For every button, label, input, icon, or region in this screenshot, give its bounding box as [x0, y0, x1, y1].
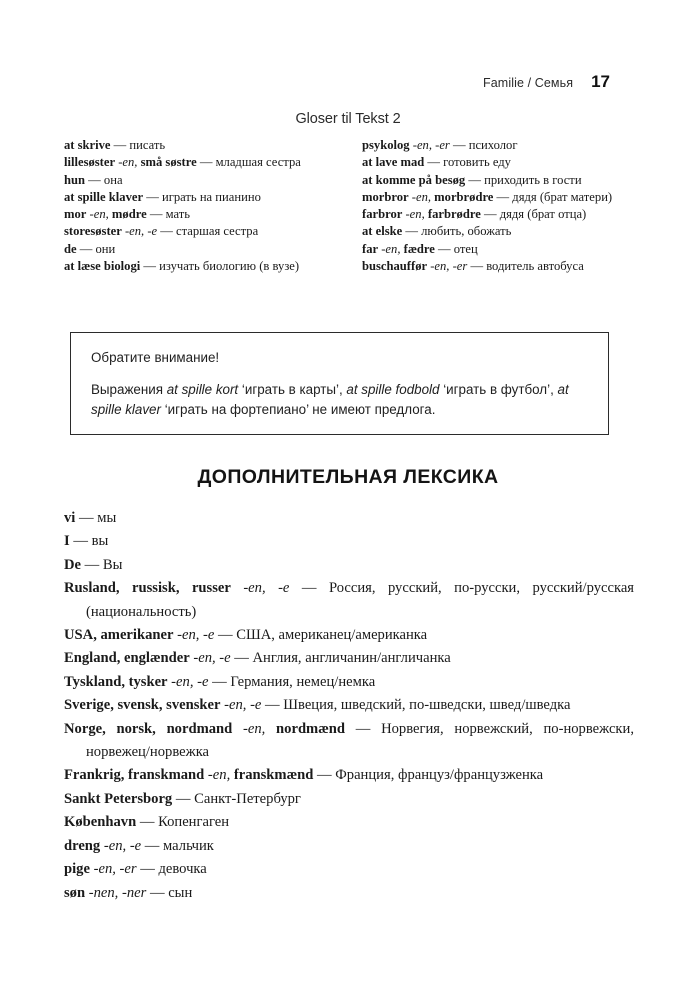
entry-inflection: -en, -er: [427, 259, 468, 274]
entry-term: mor: [64, 207, 87, 222]
entry-separator: —: [143, 189, 162, 204]
entry-term: Frankrig, franskmand: [64, 767, 205, 784]
entry-gloss: Копенгаген: [158, 814, 230, 831]
entry-separator: —: [69, 533, 92, 550]
entry-term: morbror: [362, 189, 409, 204]
extra-entry: [64, 764, 634, 787]
entry-separator: —: [465, 172, 485, 187]
entry-term: I: [64, 533, 70, 550]
entry-gloss: старшая сестра: [176, 224, 259, 239]
entry-term: De: [64, 556, 82, 573]
entry-term: vi: [64, 510, 76, 526]
entry-gloss: приходить в гости: [484, 172, 582, 187]
attention-note-body: [91, 380, 588, 419]
page-number: 17: [591, 72, 610, 91]
extra-entry: [64, 858, 634, 881]
entry-separator: —: [110, 138, 130, 152]
entry-separator: —: [230, 650, 253, 667]
entry-gloss: мальчик: [163, 837, 214, 854]
gloser-entry: [362, 258, 632, 275]
note-text: ‘играть на фортепиано’ не имеют предлога.: [160, 401, 436, 417]
gloser-entry: [64, 172, 334, 189]
gloser-entry: [64, 154, 334, 171]
gloser-entry: [362, 172, 632, 189]
extra-entry: [64, 577, 634, 624]
entry-gloss: Швеция, шведский, по-шведски, швед/шведка: [283, 697, 571, 714]
entry-term: dreng: [64, 837, 101, 854]
entry-term: far: [362, 241, 379, 256]
entry-term: psykolog: [362, 138, 410, 152]
entry-inflection: -nen, -ner: [85, 884, 147, 901]
entry-gloss: Германия, немец/немка: [230, 673, 376, 690]
gloser-entry: [64, 137, 334, 154]
entry-term: at spille klaver: [64, 189, 144, 204]
entry-gloss: Россия, русский, по-русски, русский/русская (национальность): [86, 580, 635, 620]
entry-gloss: Норвегия, норвежский, по-норвежски, норвежец/норвежка: [86, 720, 634, 761]
gloser-left-column: [64, 137, 334, 275]
entry-separator: —: [140, 259, 160, 274]
entry-separator: —: [136, 814, 159, 831]
entry-gloss: вы: [91, 533, 109, 550]
gloser-entry: [64, 241, 334, 258]
entry-gloss: младшая сестра: [215, 155, 301, 170]
entry-separator: —: [81, 556, 103, 573]
extra-vocabulary-heading: ДОПОЛНИТЕЛЬНАЯ ЛЕКСИКА: [197, 466, 499, 488]
entry-gloss: Вы: [102, 556, 123, 573]
entry-gloss: мы: [97, 510, 117, 526]
entry-separator: —: [141, 837, 164, 854]
entry-gloss: водитель автобуса: [486, 259, 584, 274]
gloser-entry: [64, 258, 334, 275]
entry-term: hun: [64, 172, 86, 187]
entry-inflection: -en, -e: [230, 580, 290, 597]
entry-term-plural: fædre: [403, 241, 435, 256]
entry-inflection: -en, -e: [173, 627, 215, 644]
gloser-columns: [64, 137, 632, 275]
entry-term: at læse biologi: [64, 259, 141, 274]
extra-entry: [64, 671, 634, 694]
entry-gloss: сын: [168, 884, 193, 901]
entry-gloss: мать: [165, 207, 190, 222]
entry-term-plural: morbrødre: [434, 189, 494, 204]
extra-entry: [64, 718, 634, 765]
entry-term: lillesøster: [64, 155, 116, 170]
entry-inflection: -en,: [86, 207, 112, 222]
extra-entry: [64, 507, 634, 530]
gloser-entry: [64, 206, 334, 223]
entry-separator: —: [434, 241, 454, 256]
note-text: ‘играть в футбол’,: [439, 382, 558, 397]
entry-separator: —: [196, 155, 216, 170]
entry-term: pige: [64, 861, 90, 878]
entry-gloss: готовить еду: [443, 155, 511, 170]
entry-term-plural: mødre: [111, 207, 147, 222]
entry-term-plural: farbrødre: [427, 207, 481, 222]
entry-term: buschauffør: [362, 259, 428, 274]
entry-gloss: США, американец/американка: [236, 627, 428, 644]
entry-separator: —: [261, 697, 284, 714]
entry-term-plural: små søstre: [140, 155, 197, 170]
extra-entry: [64, 788, 634, 811]
entry-inflection: -en, -e: [121, 224, 158, 239]
entry-gloss: писать: [129, 138, 166, 152]
entry-separator: —: [146, 207, 166, 222]
entry-inflection: -en,: [204, 767, 234, 784]
entry-separator: —: [424, 155, 444, 170]
extra-entry: [64, 530, 634, 553]
entry-term-plural: franskmænd: [233, 767, 314, 784]
entry-inflection: -en,: [408, 189, 435, 204]
entry-gloss: отец: [453, 241, 478, 256]
attention-note-heading: Обратите внимание!: [91, 350, 220, 365]
gloser-entry: [362, 241, 632, 258]
entry-term: søn: [64, 884, 86, 901]
entry-gloss: Англия, англичанин/англичанка: [252, 650, 451, 667]
entry-inflection: -en, -e: [220, 697, 262, 714]
entry-term: at komme på besøg: [362, 172, 466, 187]
entry-separator: —: [480, 207, 500, 222]
entry-separator: —: [85, 172, 104, 187]
entry-inflection: -en, -er: [409, 138, 450, 152]
entry-separator: —: [493, 189, 513, 204]
entry-gloss: изучать биологию (в вузе): [159, 259, 300, 274]
extra-entry: [64, 624, 634, 647]
entry-inflection: -en, -e: [100, 837, 142, 854]
entry-separator: —: [449, 138, 469, 152]
entry-gloss: Франция, француз/французженка: [335, 767, 544, 784]
entry-inflection: -en,: [115, 155, 141, 170]
gloser-entry: [362, 189, 632, 206]
entry-term: storesøster: [64, 224, 122, 239]
gloser-entry: [64, 189, 334, 206]
entry-separator: —: [289, 580, 329, 597]
entry-separator: —: [76, 241, 96, 256]
running-head-title: Familie / Семья: [483, 76, 574, 90]
entry-term: Sverige, svensk, svensker: [64, 697, 221, 714]
entry-term: de: [64, 241, 77, 256]
extra-entry: [64, 647, 634, 670]
entry-separator: —: [75, 510, 98, 526]
entry-separator: —: [313, 767, 336, 784]
entry-term: Tyskland, tysker: [64, 673, 168, 690]
extra-entry: [64, 882, 634, 905]
entry-gloss: дядя (брат матери): [512, 189, 613, 204]
note-text: Выражения: [91, 382, 167, 397]
entry-inflection: -en,: [378, 241, 404, 256]
entry-gloss: Санкт-Петербург: [194, 790, 301, 807]
entry-term-plural: nordmænd: [276, 720, 345, 737]
gloser-entry: [64, 223, 334, 240]
entry-separator: —: [146, 884, 169, 901]
entry-separator: —: [214, 627, 237, 644]
entry-gloss: она: [103, 172, 123, 187]
entry-gloss: играть на пианино: [161, 189, 261, 204]
note-italic-phrase: at spille klaver: [91, 382, 569, 417]
extra-entry: [64, 694, 634, 717]
gloser-entry: [362, 206, 632, 223]
entry-separator: —: [208, 673, 231, 690]
note-text: ‘играть в карты’,: [238, 382, 347, 397]
attention-note-box: [70, 332, 609, 435]
running-head: [483, 72, 610, 92]
entry-term: England, englænder: [64, 650, 190, 667]
entry-separator: —: [157, 224, 177, 239]
entry-term: farbror: [362, 207, 403, 222]
extra-entry: [64, 811, 634, 834]
entry-term: Sankt Petersborg: [64, 790, 173, 807]
entry-inflection: -en, -e: [189, 650, 231, 667]
entry-inflection: -en,: [232, 720, 277, 737]
gloser-section-title: Gloser til Tekst 2: [295, 111, 401, 127]
entry-term: København: [64, 814, 137, 831]
entry-term: Norge, norsk, nordmand: [64, 720, 233, 737]
entry-term: USA, amerikaner: [64, 627, 174, 644]
entry-separator: —: [344, 720, 382, 737]
entry-separator: —: [402, 224, 422, 239]
entry-term: at lave mad: [362, 155, 425, 170]
extra-entry: [64, 554, 634, 577]
entry-separator: —: [172, 790, 195, 807]
entry-gloss: любить, обожать: [421, 224, 512, 239]
gloser-entry: [362, 154, 632, 171]
entry-gloss: дядя (брат отца): [499, 207, 587, 222]
note-italic-phrase: at spille kort: [166, 382, 239, 397]
gloser-entry: [362, 223, 632, 240]
entry-gloss: они: [95, 241, 116, 256]
attention-note-inner: [71, 333, 608, 419]
extra-vocabulary-list: [64, 507, 634, 905]
extra-entry: [64, 835, 634, 858]
entry-inflection: -en, -er: [89, 861, 137, 878]
entry-gloss: девочка: [158, 861, 207, 878]
entry-inflection: -en,: [402, 207, 428, 222]
note-italic-phrase: at spille fodbold: [346, 382, 440, 397]
entry-term: at skrive: [64, 138, 111, 152]
entry-separator: —: [467, 259, 487, 274]
gloser-right-column: [362, 137, 632, 275]
gloser-entry: [362, 137, 632, 154]
entry-term: at elske: [362, 224, 403, 239]
entry-inflection: -en, -e: [167, 673, 209, 690]
entry-gloss: психолог: [468, 138, 518, 152]
entry-separator: —: [136, 861, 159, 878]
entry-term: Rusland, russisk, russer: [64, 580, 231, 597]
